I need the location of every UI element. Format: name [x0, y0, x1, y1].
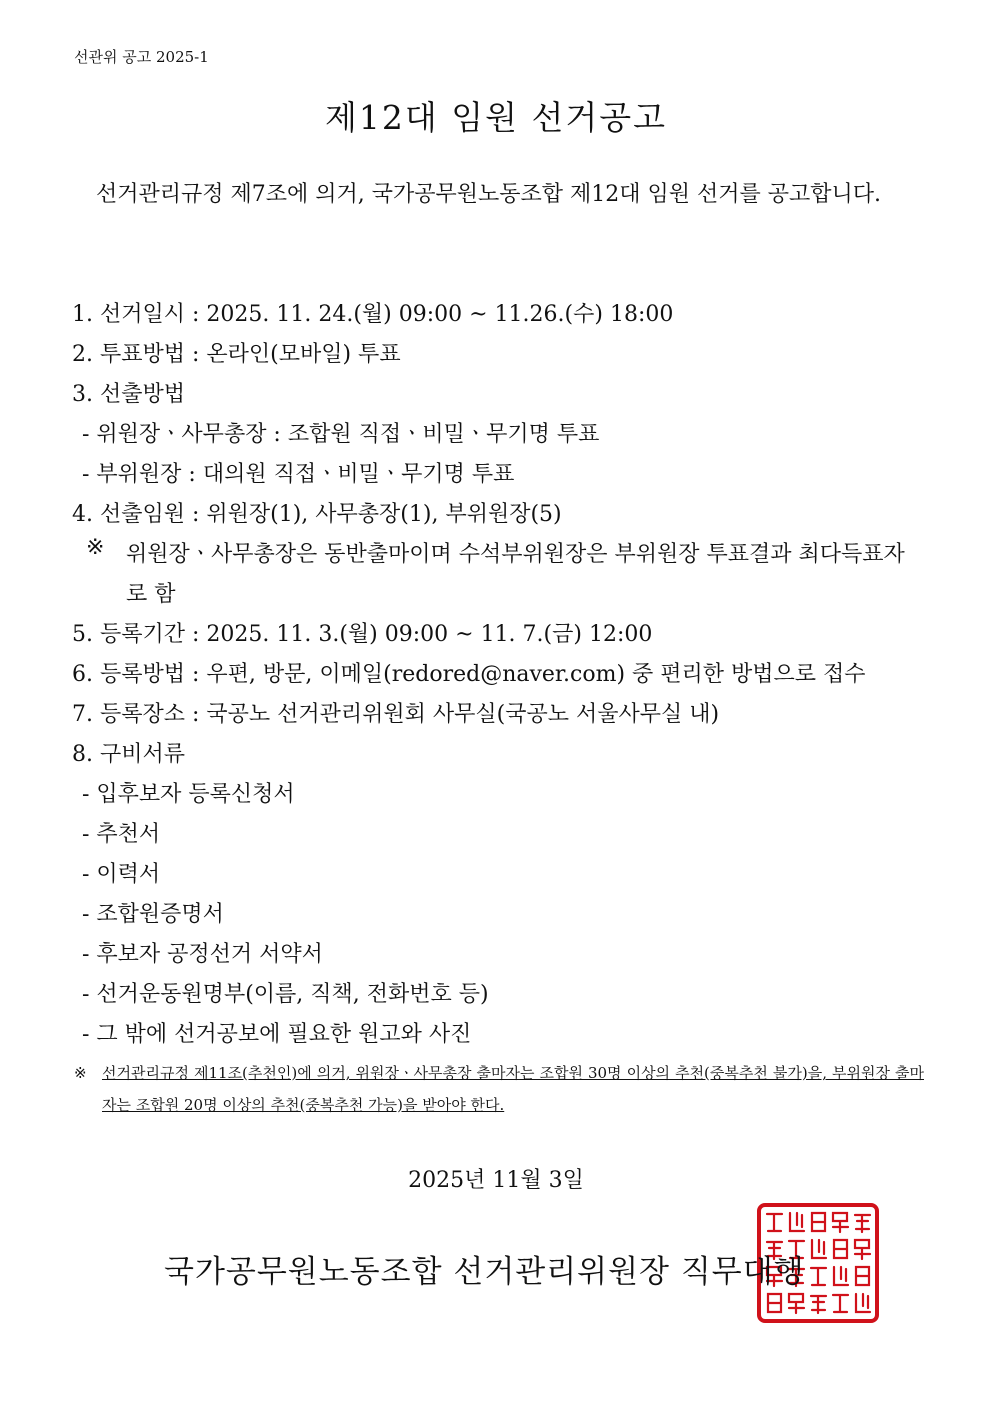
seal-glyph: [855, 1215, 870, 1232]
seal-glyph: [834, 1267, 848, 1285]
seal-glyph: [833, 1213, 848, 1232]
item-required-documents: 8. 구비서류: [72, 742, 185, 767]
document-list-item: - 선거운동원명부(이름, 직책, 전화번호 등): [82, 982, 489, 1007]
notice-items: [72, 295, 922, 1055]
item-election-period: 1. 선거일시 : 2025. 11. 24.(월) 09:00 ~ 11.26.(수) 18:00: [72, 302, 674, 327]
seal-glyph: [856, 1267, 869, 1285]
document-number: 선관위 공고 2025-1: [74, 48, 209, 66]
item-voting-method: 2. 투표방법 : 온라인(모바일) 투표: [72, 342, 401, 367]
item-selection-vice: - 부위원장 : 대의원 직접ㆍ비밀ㆍ무기명 투표: [82, 462, 515, 487]
seal-glyph: [789, 1294, 804, 1313]
seal-glyph: [833, 1295, 848, 1312]
officers-note: [72, 535, 922, 615]
fine-note-text: 선거관리규정 제11조(추천인)에 의거, 위원장ㆍ사무총장 출마자는 조합원 30명 이상의 추천(중복추천 불가)을, 부위원장 출마자는 조합원 20명 이상의 추천(중복추천 가능)을 받아야 한다.: [102, 1064, 924, 1114]
document-list-item: - 입후보자 등록신청서: [82, 782, 295, 807]
signer-name: 국가공무원노동조합 선거관리위원장 직무대행: [164, 1254, 805, 1290]
document-list-item: - 그 밖에 선거공보에 필요한 원고와 사진: [82, 1022, 472, 1047]
seal-glyph: [834, 1240, 847, 1258]
item-officers: 4. 선출임원 : 위원장(1), 사무총장(1), 부위원장(5): [72, 502, 562, 527]
notice-date: 2025년 11월 3일: [408, 1168, 584, 1193]
note-mark: ※: [86, 535, 105, 560]
document-list-item: - 추천서: [82, 822, 161, 847]
item-registration-period: 5. 등록기간 : 2025. 11. 3.(월) 09:00 ~ 11. 7.(금) 12:00: [72, 622, 653, 647]
seal-glyph: [790, 1213, 804, 1231]
seal-glyph: [855, 1240, 870, 1259]
item-registration-place: 7. 등록장소 : 국공노 선거관리위원회 사무실(국공노 서울사무실 내): [72, 702, 720, 727]
document-list-item: - 조합원증명서: [82, 902, 224, 927]
recommendation-note: [72, 1057, 924, 1121]
item-selection-chair: - 위원장ㆍ사무총장 : 조합원 직접ㆍ비밀ㆍ무기명 투표: [82, 422, 600, 447]
seal-glyph: [812, 1240, 826, 1258]
seal-glyph: [767, 1214, 782, 1231]
document-list-item: - 후보자 공정선거 서약서: [82, 942, 323, 967]
fine-note-mark: ※: [74, 1064, 87, 1082]
seal-glyph: [768, 1294, 781, 1312]
item-registration-method: 6. 등록방법 : 우편, 방문, 이메일(redored@naver.com) 중 편리한 방법으로 접수: [72, 662, 866, 687]
seal-glyph: [811, 1268, 826, 1285]
seal-glyph: [856, 1294, 870, 1312]
item-selection-method: 3. 선출방법: [72, 382, 185, 407]
seal-glyph: [811, 1296, 826, 1313]
intro-paragraph: 선거관리규정 제7조에 의거, 국가공무원노동조합 제12대 임원 선거를 공고합니다.: [96, 182, 881, 207]
note-text: 위원장ㆍ사무총장은 동반출마이며 수석부위원장은 부위원장 투표결과 최다득표자로 함: [126, 542, 905, 607]
document-list-item: - 이력서: [82, 862, 161, 887]
seal-glyph: [812, 1213, 825, 1231]
document-title: 제12대 임원 선거공고: [325, 98, 667, 137]
